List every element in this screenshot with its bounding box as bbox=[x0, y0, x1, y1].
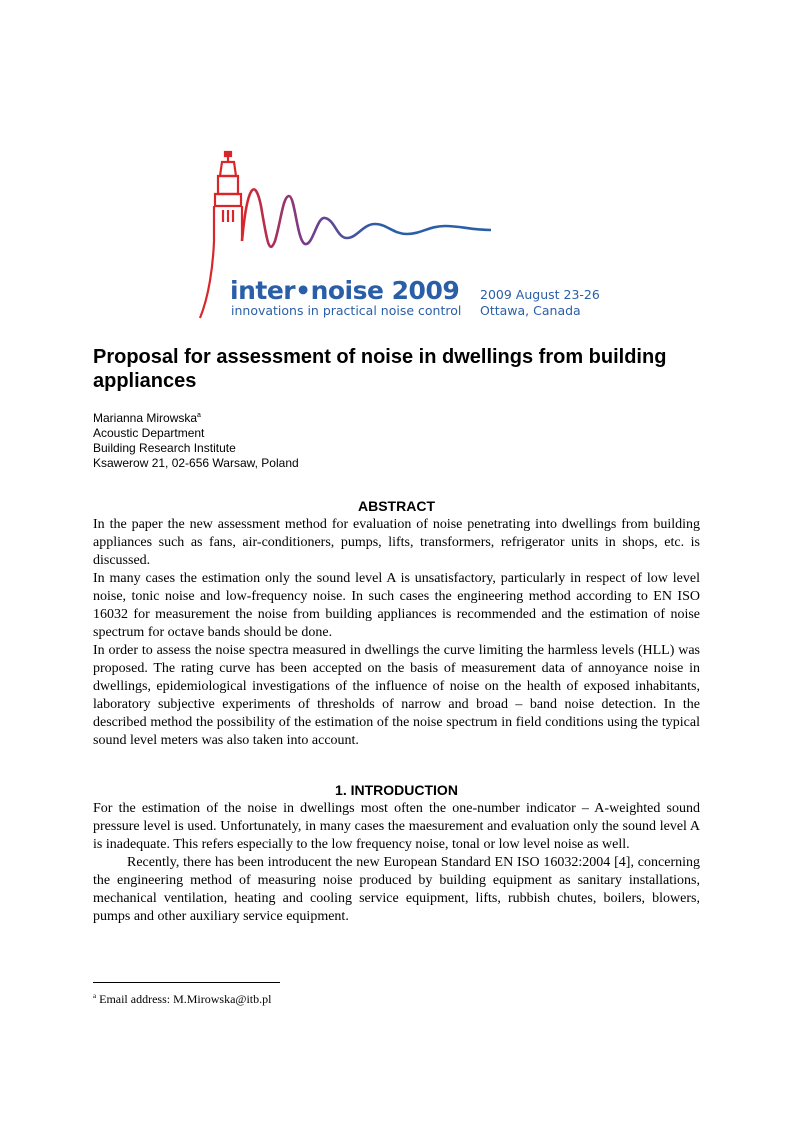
affiliation-line: Building Research Institute bbox=[93, 441, 236, 455]
affiliation-line: Ksawerow 21, 02-656 Warsaw, Poland bbox=[93, 456, 299, 470]
abstract-body bbox=[93, 516, 700, 750]
conference-date: 2009 August 23-26 bbox=[480, 287, 600, 302]
abstract-heading: ABSTRACT bbox=[358, 498, 435, 514]
author-line bbox=[93, 408, 593, 426]
footnote-divider bbox=[93, 982, 280, 983]
author-mark: a bbox=[197, 412, 201, 419]
introduction-heading: 1. INTRODUCTION bbox=[335, 782, 458, 798]
footnote-mark: a bbox=[93, 992, 97, 1000]
conference-brand: inter•noise 2009 bbox=[230, 276, 460, 305]
introduction-body bbox=[93, 800, 700, 926]
author-block bbox=[93, 408, 593, 471]
author-name: Marianna Mirowska bbox=[93, 411, 198, 425]
abstract-paragraph: In order to assess the noise spectra measured in dwellings the curve limiting the harmless levels (HLL) was proposed. The rating curve has been accepted on the basis of measurement data of annoyance noise in dwellings, epidemiological investigations of the influence of noise on the health of exposed inhabitants, laboratory subjective experiments of thresholds of narrow and broad – band noise detection. In the described method the possibility of the estimation of the noise spectrum in field conditions using the typical sound level meters was also taken into account. bbox=[93, 643, 700, 748]
affiliation-line: Acoustic Department bbox=[93, 426, 205, 440]
footnote-text: Email address: M.Mirowska@itb.pl bbox=[96, 992, 272, 1006]
introduction-paragraph: For the estimation of the noise in dwellings most often the one-number indicator – A-weighted sound pressure level is used. Unfortunately, in many cases the maesurement and evaluation only the sound level A is inadequate. This refers especially to the low frequency noise, tonal or low level noise as well. bbox=[93, 801, 700, 852]
conference-logo bbox=[195, 146, 615, 326]
introduction-paragraph: Recently, there has been introducent the new European Standard EN ISO 16032:2004 [4], concerning the engineering method of measuring noise produced by building equipment as sanitary installations, mechanical ventilation, heating and cooling service equipment, lifts, rubbish chutes, boilers, blowers, pumps and other auxiliary service equipment. bbox=[93, 855, 700, 924]
paper-title: Proposal for assessment of noise in dwellings from building appliances bbox=[93, 346, 667, 392]
sound-wave-shape bbox=[242, 189, 491, 246]
abstract-paragraph: In many cases the estimation only the sound level A is unsatisfactory, particularly in respect of low level noise, tonic noise and low-frequency noise. In such cases the engineering method according to EN ISO 16032 for measurement the noise from building appliances is recommended and the estimation of noise spectrum for octave bands should be done. bbox=[93, 571, 700, 640]
conference-tagline: innovations in practical noise control bbox=[231, 303, 462, 318]
conference-place: Ottawa, Canada bbox=[480, 303, 581, 318]
abstract-paragraph: In the paper the new assessment method for evaluation of noise penetrating into dwellings from building appliances such as fans, air-conditioners, pumps, lifts, transformers, refrigerator units in shops, etc. is discussed. bbox=[93, 517, 700, 568]
footnote bbox=[93, 989, 271, 1007]
